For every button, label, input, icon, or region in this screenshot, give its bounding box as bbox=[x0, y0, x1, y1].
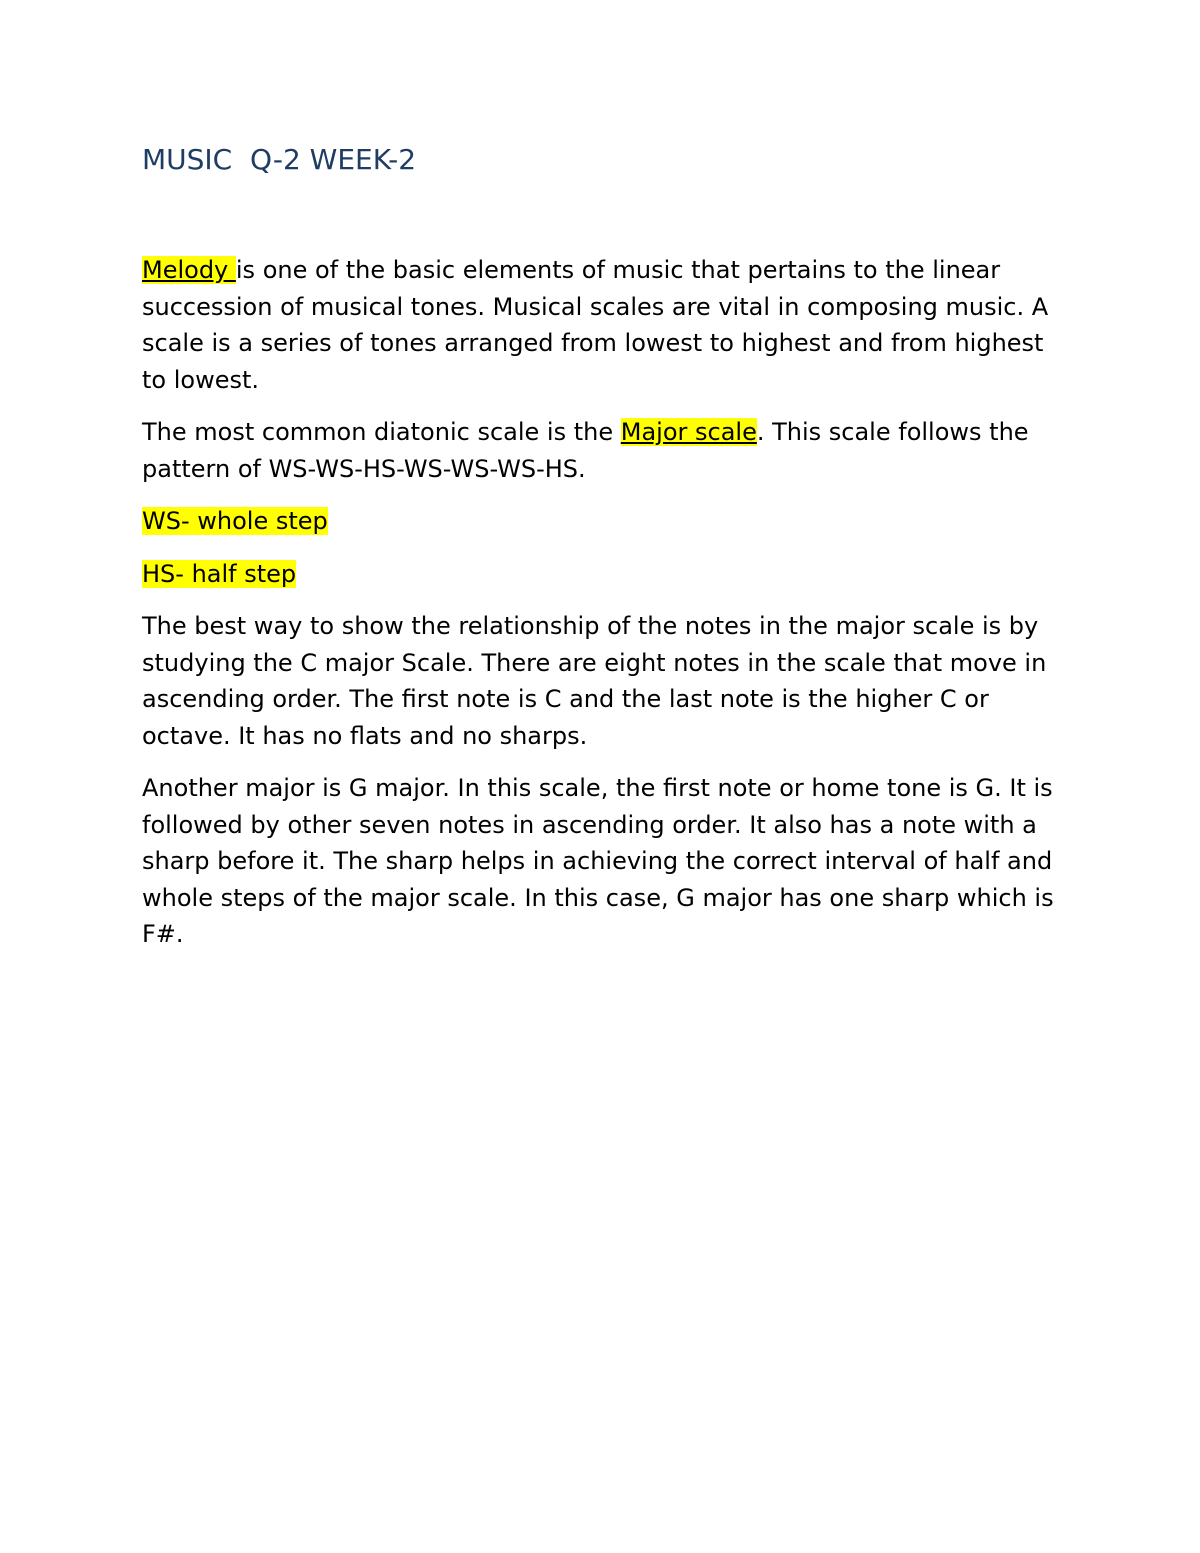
paragraph-melody bbox=[142, 252, 1067, 398]
definition-hs bbox=[142, 556, 1067, 593]
paragraph-text: . This scale follows the pattern of WS-WS-HS-WS-WS-WS-HS. bbox=[142, 418, 1029, 483]
paragraph-g-major: Another major is G major. In this scale, the first note or home tone is G. It is followed by other seven notes in ascending order. It also has a note with a sharp before it. The sharp helps in achieving the correct interval of half and whole steps of the major scale. In this case, G major has one sharp which is F#. bbox=[142, 774, 1054, 948]
highlighted-term-major-scale: Major scale bbox=[620, 418, 757, 446]
highlighted-definition-hs: HS- half step bbox=[142, 559, 297, 588]
highlighted-term-melody: Melody bbox=[142, 256, 236, 284]
paragraph-text: is one of the basic elements of music that pertains to the linear succession of musical tones. Musical scales are vital in composing music. A scale is a series of tones arranged from lowest to highest and from highest to lowest. bbox=[142, 256, 1049, 394]
paragraph-major-scale bbox=[142, 414, 1067, 487]
page-title: MUSIC Q-2 WEEK-2 bbox=[142, 143, 417, 176]
paragraph-c-major: The best way to show the relationship of the notes in the major scale is by studying the C major Scale. There are eight notes in the scale that move in ascending order. The first note is C and the last note is the higher C or octave. It has no flats and no sharps. bbox=[142, 612, 1047, 750]
document-body bbox=[142, 140, 1067, 969]
highlighted-definition-ws: WS- whole step bbox=[142, 507, 328, 535]
paragraph-text: The most common diatonic scale is the bbox=[142, 418, 621, 446]
definition-ws bbox=[142, 503, 1067, 540]
